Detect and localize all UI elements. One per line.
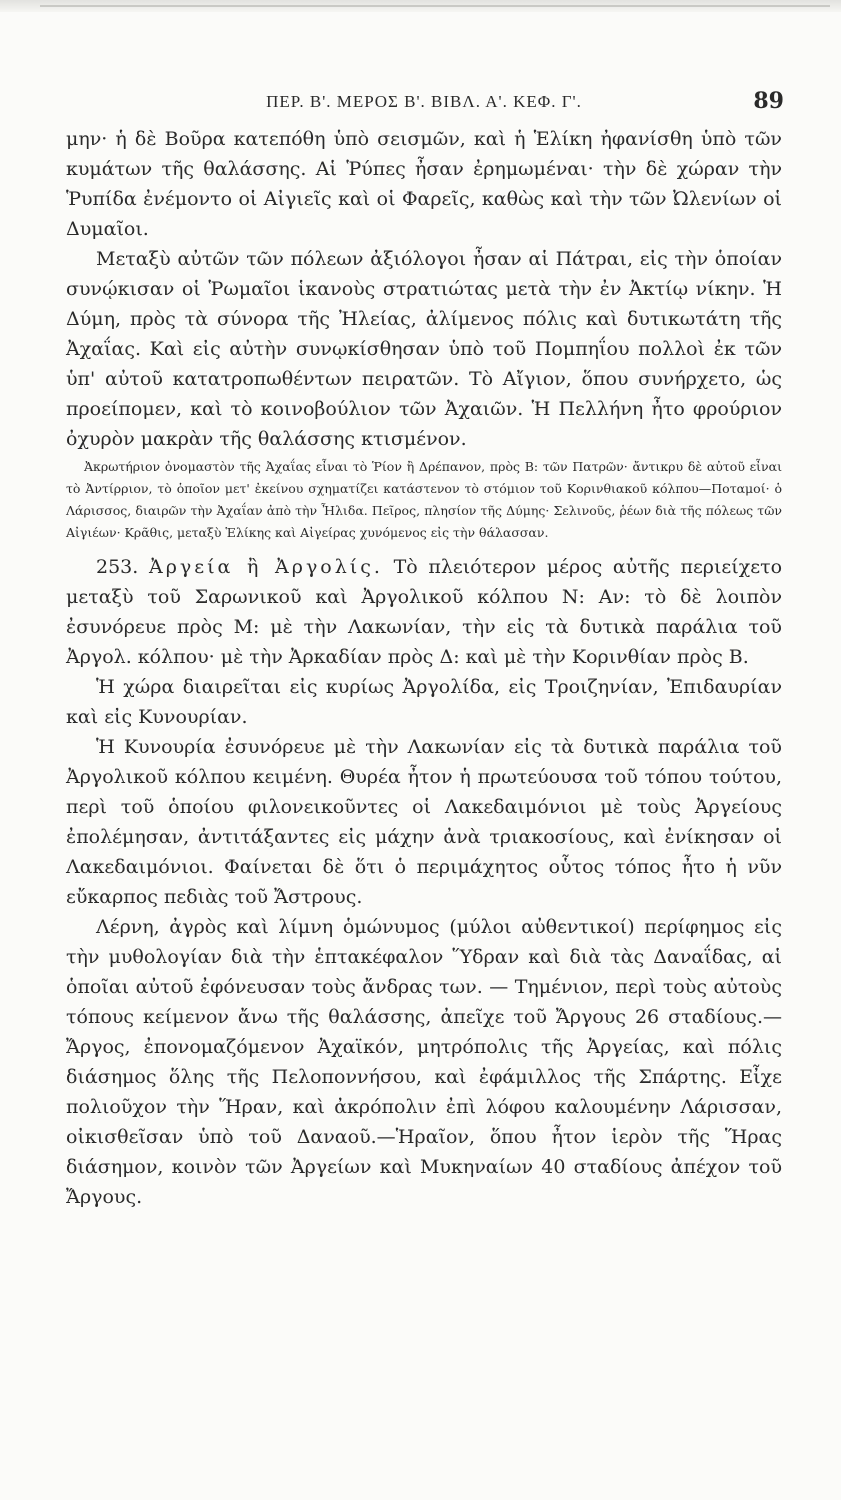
section-number: 253. bbox=[96, 556, 139, 578]
section-title: Ἀργεία ἢ Ἀργολίς. bbox=[148, 556, 383, 578]
page-number: 89 bbox=[753, 88, 784, 114]
top-rule bbox=[40, 5, 830, 7]
section-253 bbox=[66, 552, 782, 672]
section-253-text: Τὸ πλειότερον μέρος αὐτῆς περιείχετο μεταξὺ τοῦ Σαρωνικοῦ καὶ Ἀργολικοῦ κόλπου Ν: Αν: τὸ δὲ λοιπὸν ἐσυνόρευε πρὸς Μ: μὲ τὴν Λακωνίαν, τὴν εἰς τὰ δυτικὰ παράλια τοῦ Ἀργολ. κόλπου· μὲ τὴν Ἀρκαδίαν πρὸς Δ: καὶ μὲ τὴν Κορινθίαν πρὸς Β. bbox=[66, 556, 783, 668]
paragraph-achaia-cities: μην· ἡ δὲ Βοῦρα κατεπόθη ὑπὸ σεισμῶν, καὶ ἡ Ἑλίκη ἠφανίσθη ὑπὸ τῶν κυμάτων τῆς θαλάσσης. Αἱ Ῥύπες ἦσαν ἐρημωμέναι· τὴν δὲ χώραν τὴν Ῥυπίδα ἐνέμοντο οἱ Αἰγιεῖς καὶ οἱ Φαρεῖς, καθὼς καὶ τὴν τῶν Ὠλενίων οἱ Δυμαῖοι. bbox=[66, 128, 782, 240]
paragraph-divisions: Ἡ χώρα διαιρεῖται εἰς κυρίως Ἀργολίδα, εἰς Τροιζηνίαν, Ἐπιδαυρίαν καὶ εἰς Κυνουρίαν. bbox=[66, 676, 782, 728]
paragraph-kynouria: Ἡ Κυνουρία ἐσυνόρευε μὲ τὴν Λακωνίαν εἰς τὰ δυτικὰ παράλια τοῦ Ἀργολικοῦ κόλπου κειμένη. Θυρέα ἦτον ἡ πρωτεύουσα τοῦ τόπου τούτου, περὶ τοῦ ὁποίου φιλονεικοῦντες οἱ Λακεδαιμόνιοι μὲ τοὺς Ἀργείους ἐπολέμησαν, ἀντιτάξαντες εἰς μάχην ἀνὰ τριακοσίους, καὶ ἐνίκησαν οἱ Λακεδαιμόνιοι. Φαίνεται δὲ ὅτι ὁ περιμάχητος οὗτος τόπος ἦτο ἡ νῦν εὔκαρπος πεδιὰς τοῦ Ἄστρους. bbox=[66, 736, 782, 908]
paragraph-lerna-argos: Λέρνη, ἀγρὸς καὶ λίμνη ὁμώνυμος (μύλοι αὐθεντικοί) περίφημος εἰς τὴν μυθολογίαν διὰ τὴν ἑπτακέφαλον Ὕδραν καὶ διὰ τὰς Δαναΐδας, αἱ ὁποῖαι αὐτοῦ ἐφόνευσαν τοὺς ἄνδρας των. — Τημένιον, περὶ τοὺς αὐτοὺς τόπους κείμενον ἄνω τῆς θαλάσσης, ἀπεῖχε τοῦ Ἄργους 26 σταδίους.— Ἄργος, ἐπονομαζόμενον Ἀχαϊκόν, μητρόπολις τῆς Ἀργείας, καὶ πόλις διάσημος ὅλης τῆς Πελοποννήσου, καὶ ἐφάμιλλος τῆς Σπάρτης. Εἶχε πολιοῦχον τὴν Ἥραν, καὶ ἀκρόπολιν ἐπὶ λόφου καλουμένην Λάρισσαν, οἰκισθεῖσαν ὑπὸ τοῦ Δαναοῦ.—Ἡραῖον, ὅπου ἦτον ἱερὸν τῆς Ἥρας διάσημον, κοινὸν τῶν Ἀργείων καὶ Μυκηναίων 40 σταδίους ἀπέχον τοῦ Ἄργους. bbox=[66, 916, 782, 1208]
footnote-achaia-capes-rivers: Ἀκρωτήριον ὀνομαστὸν τῆς Ἀχαΐας εἶναι τὸ Ῥίον ἢ Δρέπανον, πρὸς Β: τῶν Πατρῶν· ἄντικρυ δὲ αὐτοῦ εἶναι τὸ Ἀντίρριον, τὸ ὁποῖον μετ' ἐκείνου σχηματίζει κατάστενον τὸ στόμιον τοῦ Κορινθιακοῦ κόλπου—Ποταμοί· ὁ Λάρισσος, διαιρῶν τὴν Ἀχαΐαν ἀπὸ τὴν Ἦλιδα. Πεῖρος, πλησίον τῆς Δύμης· Σελινοῦς, ῥέων διὰ τῆς πόλεως τῶν Αἰγιέων· Κρᾶθις, μεταξὺ Ἑλίκης καὶ Αἰγείρας χυνόμενος εἰς τὴν θάλασσαν. bbox=[66, 459, 782, 540]
main-text bbox=[66, 124, 782, 1212]
running-head: ΠΕΡ. Β'. ΜΕΡΟΣ Β'. ΒΙΒΛ. Α'. ΚΕΦ. Γ'. bbox=[266, 92, 582, 111]
page-header bbox=[66, 88, 782, 124]
footnote-block bbox=[66, 456, 782, 544]
book-page bbox=[66, 88, 782, 1212]
paragraph-patrai: Μεταξὺ αὐτῶν τῶν πόλεων ἀξιόλογοι ἦσαν αἱ Πάτραι, εἰς τὴν ὁποίαν συνῴκισαν οἱ Ῥωμαῖοι ἱκανοὺς στρατιώτας μετὰ τὴν ἐν Ἀκτίῳ νίκην. Ἡ Δύμη, πρὸς τὰ σύνορα τῆς Ἠλείας, ἀλίμενος πόλις καὶ δυτικωτάτη τῆς Ἀχαΐας. Καὶ εἰς αὐτὴν συνῳκίσθησαν ὑπὸ τοῦ Πομπηΐου πολλοὶ ἐκ τῶν ὑπ' αὐτοῦ κατατροπωθέντων πειρατῶν. Τὸ Αἴγιον, ὅπου συνήρχετο, ὡς προείπομεν, καὶ τὸ κοινοβούλιον τῶν Ἀχαιῶν. Ἡ Πελλήνη ἦτο φρούριον ὀχυρὸν μακρὰν τῆς θαλάσσης κτισμένον. bbox=[66, 248, 782, 450]
